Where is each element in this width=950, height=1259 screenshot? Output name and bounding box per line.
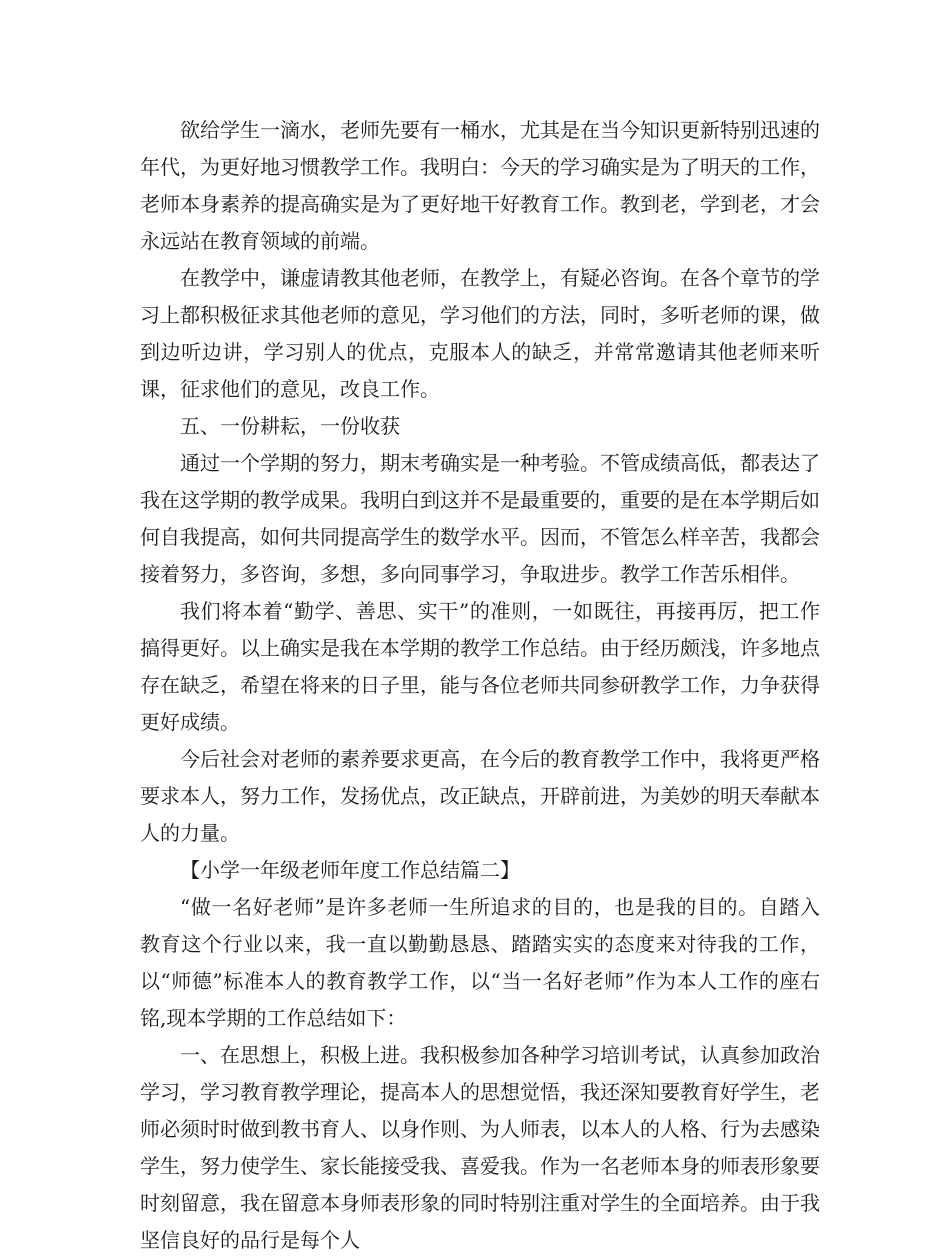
part-two-heading: 【小学一年级老师年度工作总结篇二】 bbox=[180, 858, 520, 882]
section-heading-5: 五、一份耕耘，一份收获 bbox=[180, 414, 400, 438]
paragraph-4: 我们将本着“勤学、善思、实干”的准则，一如既往，再接再厉，把工作搞得更好。以上确实是我在本学期的教学工作总结。由于经历颇浅，许多地点存在缺乏，希望在将来的日子里，能与各位老师共同参研教学工作，力争获得更好成绩。 bbox=[140, 599, 820, 734]
paragraph-6: “做一名好老师”是许多老师一生所追求的目的，也是我的目的。自踏入教育这个行业以来，我一直以勤勤恳恳、踏踏实实的态度来对待我的工作，以“师德”标准本人的教育教学工作，以“当一名好老师”作为本人工作的座右铭,现本学期的工作总结如下： bbox=[140, 895, 820, 1030]
paragraph-1: 欲给学生一滴水，老师先要有一桶水，尤其是在当今知识更新特别迅速的年代，为更好地习惯教学工作。我明白：今天的学习确实是为了明天的工作，老师本身素养的提高确实是为了更好地干好教育工作。教到老，学到老，才会永远站在教育领域的前端。 bbox=[140, 118, 820, 253]
paragraph-2: 在教学中，谦虚请教其他老师，在教学上，有疑必咨询。在各个章节的学习上都积极征求其他老师的意见，学习他们的方法，同时，多听老师的课，做到边听边讲，学习别人的优点，克服本人的缺乏，并常常邀请其他老师来听课，征求他们的意见，改良工作。 bbox=[140, 266, 820, 401]
paragraph-5: 今后社会对老师的素养要求更高，在今后的教育教学工作中，我将更严格要求本人，努力工作，发扬优点，改正缺点，开辟前进，为美妙的明天奉献本人的力量。 bbox=[140, 747, 820, 845]
document-body bbox=[140, 112, 820, 1259]
paragraph-7: 一、在思想上，积极上进。我积极参加各种学习培训考试，认真参加政治学习，学习教育教学理论，提高本人的思想觉悟，我还深知要教育好学生，老师必须时时做到教书育人、以身作则、为人师表，以本人的人格、行为去感染学生，努力使学生、家长能接受我、喜爱我。作为一名老师本身的师表形象要时刻留意，我在留意本身师表形象的同时特别注重对学生的全面培养。由于我坚信良好的品行是每个人 bbox=[140, 1043, 820, 1252]
paragraph-3: 通过一个学期的努力，期末考确实是一种考验。不管成绩高低，都表达了我在这学期的教学成果。我明白到这并不是最重要的，重要的是在本学期后如何自我提高，如何共同提高学生的数学水平。因而，不管怎么样辛苦，我都会接着努力，多咨询，多想，多向同事学习，争取进步。教学工作苦乐相伴。 bbox=[140, 451, 820, 586]
